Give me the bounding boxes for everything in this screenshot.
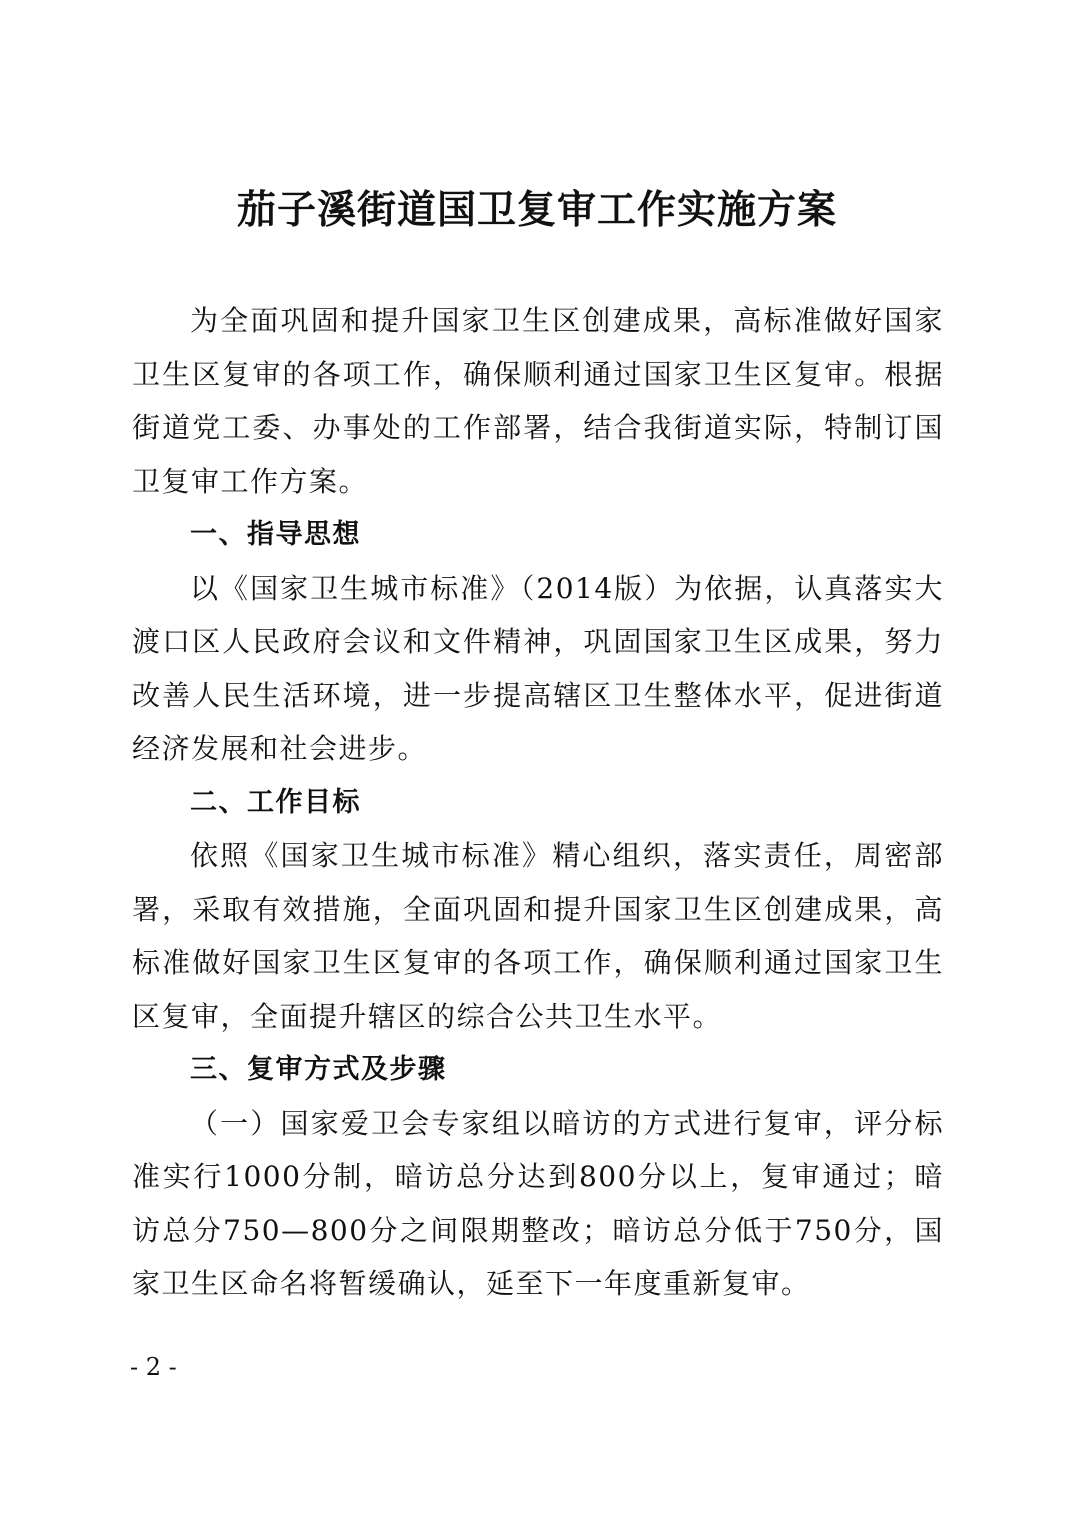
intro-paragraph: 为全面巩固和提升国家卫生区创建成果，高标准做好国家卫生区复审的各项工作，确保顺利通过国家卫生区复审。根据街道党工委、办事处的工作部署，结合我街道实际，特制订国卫复审工作方案。 xyxy=(132,304,944,498)
section-heading-work-goals: 二、工作目标 xyxy=(190,786,361,818)
review-method-paragraph: （一）国家爱卫会专家组以暗访的方式进行复审，评分标准实行1000分制，暗访总分达到800分以上，复审通过；暗访总分750—800分之间限期整改；暗访总分低于750分，国家卫生区命名将暂缓确认，延至下一年度重新复审。 xyxy=(132,1106,944,1300)
document-title: 茄子溪街道国卫复审工作实施方案 xyxy=(236,187,837,233)
section-heading-guiding-ideology: 一、指导思想 xyxy=(190,519,361,550)
section-heading-review-method: 三、复审方式及步骤 xyxy=(190,1054,447,1085)
guiding-ideology-paragraph: 以《国家卫生城市标准》（2014版）为依据，认真落实大渡口区人民政府会议和文件精神，巩固国家卫生区成果，努力改善人民生活环境，进一步提高辖区卫生整体水平，促进街道经济发展和社会进步。 xyxy=(132,571,944,765)
page-number: - 2 - xyxy=(130,1353,177,1381)
document-body xyxy=(132,294,944,1311)
work-goals-paragraph: 依照《国家卫生城市标准》精心组织，落实责任，周密部署，采取有效措施，全面巩固和提升国家卫生区创建成果，高标准做好国家卫生区复审的各项工作，确保顺利通过国家卫生区复审，全面提升辖区的综合公共卫生水平。 xyxy=(132,839,944,1033)
